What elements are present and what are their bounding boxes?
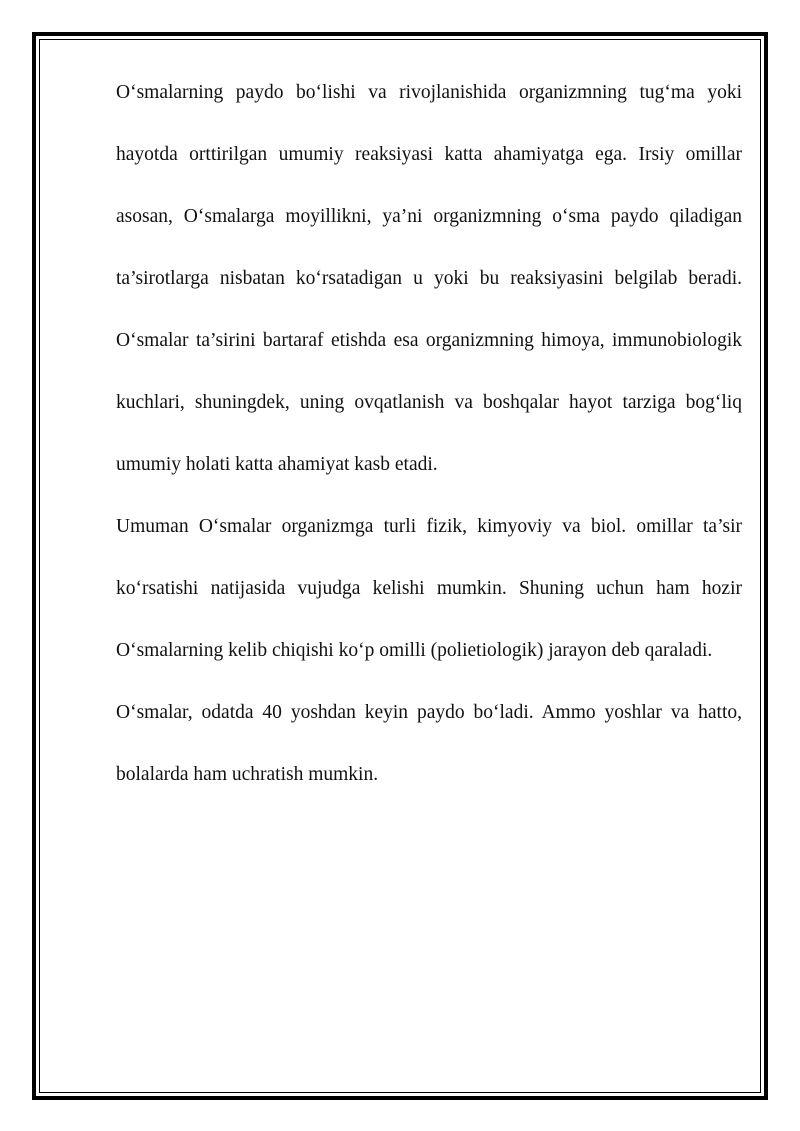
paragraph-1: O‘smalarning paydo bo‘lishi va rivojlanishida organizmning tug‘ma yoki hayotda orttirilgan umumiy reaksiyasi katta ahamiyatga ega. Irsiy omillar asosan, O‘smalarga moyillikni, ya’ni organizmning o‘sma paydo qiladigan ta’sirotlarga nisbatan ko‘rsatadigan u yoki bu reaksiyasini belgilab beradi. O‘smalar ta’sirini bartaraf etishda esa organizmning himoya, immunobiologik kuchlari, shuningdek, uning ovqatlanish va boshqalar hayot tarziga bog‘liq umumiy holati katta ahamiyat kasb etadi. <box>116 82 742 475</box>
paragraph-2: Umuman O‘smalar organizmga turli fizik, kimyoviy va biol. omillar ta’sir ko‘rsatishi natijasida vujudga kelishi mumkin. Shuning uchun ham hozir O‘smalarning kelib chiqishi ko‘p omilli (polietiologik) jarayon deb qaraladi. <box>116 516 742 661</box>
paragraph-3: O‘smalar, odatda 40 yoshdan keyin paydo bo‘ladi. Ammo yoshlar va hatto, bolalarda ham uchratish mumkin. <box>116 702 742 785</box>
document-body <box>116 62 742 806</box>
